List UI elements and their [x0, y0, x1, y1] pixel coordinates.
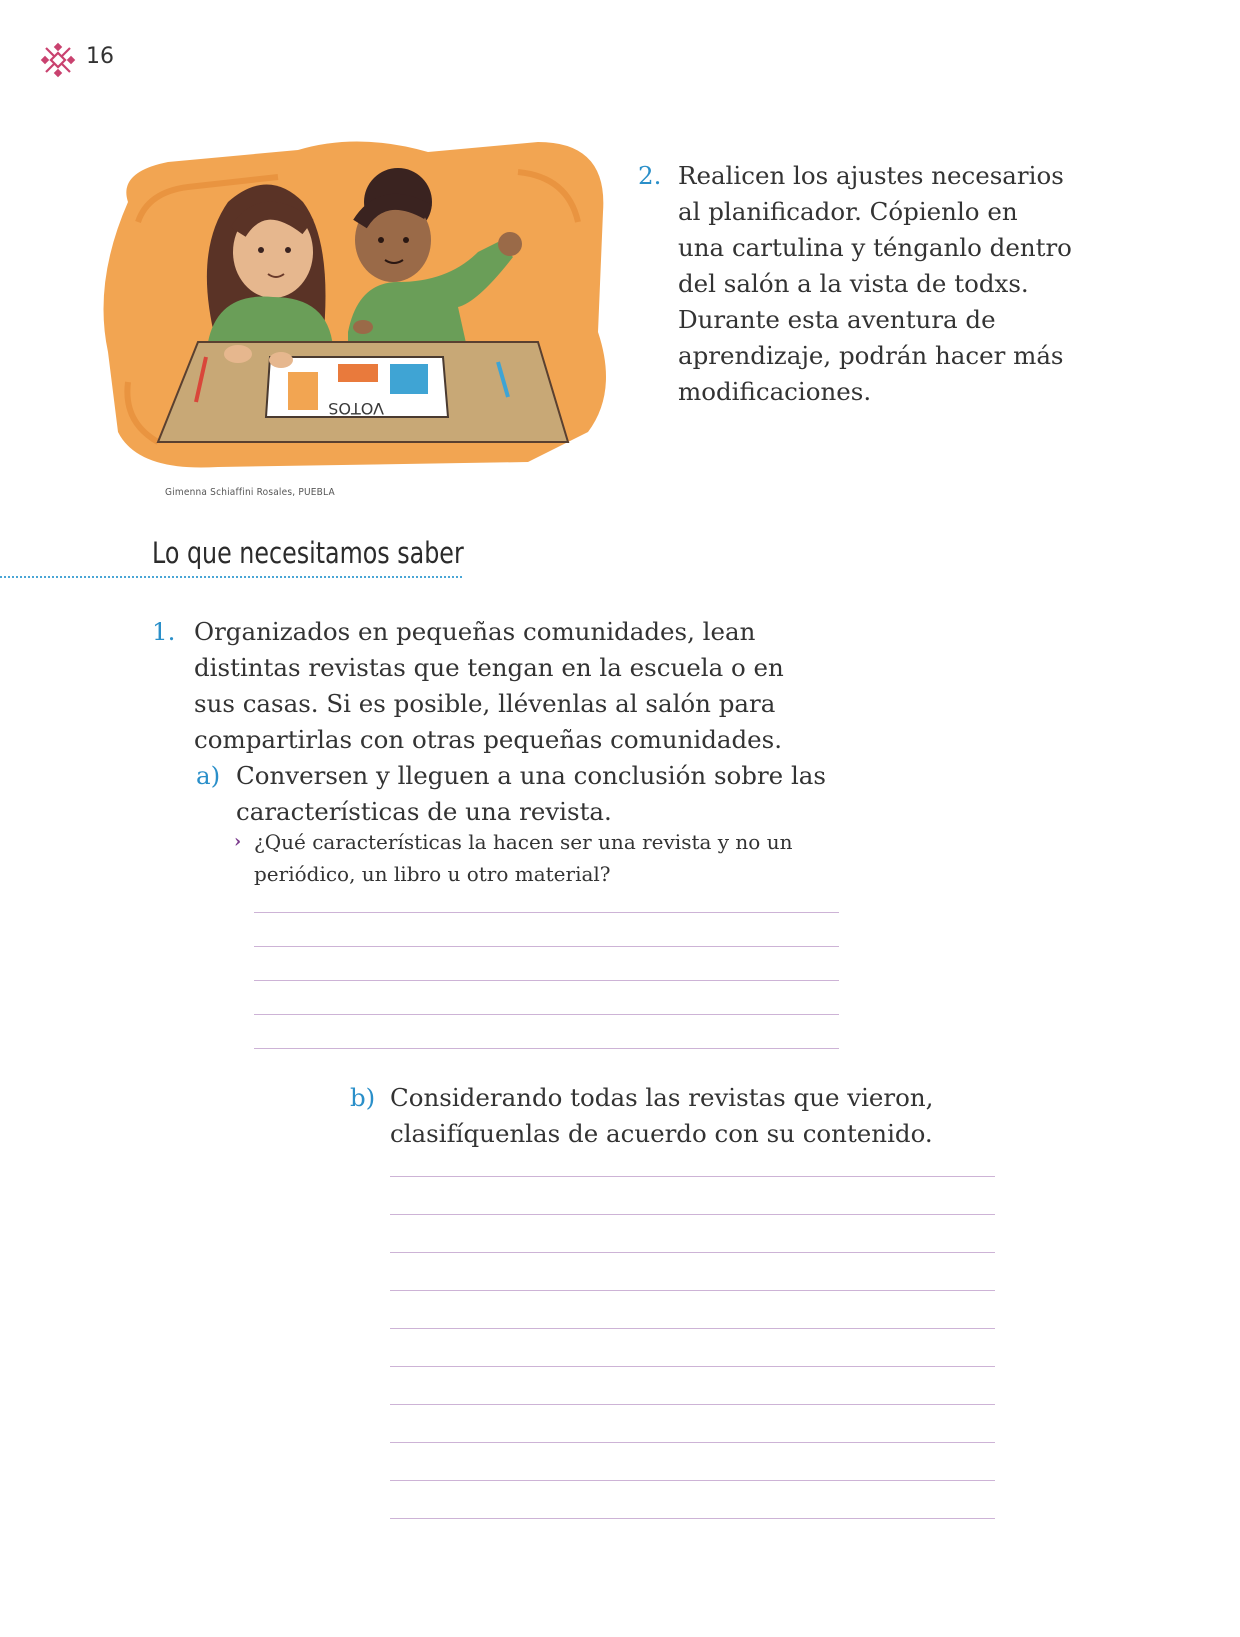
activity-1b [350, 1080, 970, 1152]
answer-line-b[interactable] [390, 1176, 995, 1177]
activity-1b-label: b) [350, 1083, 376, 1112]
activity-1a-line: Conversen y lleguen a una conclusión sobre las [236, 761, 826, 790]
answer-line-b[interactable] [390, 1518, 995, 1519]
activity-1b-line: Considerando todas las revistas que vieron, [390, 1083, 934, 1112]
activity-1-line: compartirlas con otras pequeñas comunidades. [194, 725, 783, 754]
activity-1a [196, 758, 856, 830]
activity-1-number: 1. [152, 617, 176, 646]
decorative-logo-icon [40, 42, 76, 78]
answer-line-b[interactable] [390, 1290, 995, 1291]
illustration [98, 132, 630, 492]
answer-line-b[interactable] [390, 1252, 995, 1253]
activity-1a-label: a) [196, 761, 221, 790]
activity-2-line: Realicen los ajustes necesarios [678, 161, 1064, 190]
section-divider [0, 576, 462, 578]
page-number: 16 [86, 44, 114, 69]
bullet-marker-icon: › [234, 831, 242, 852]
answer-line-b[interactable] [390, 1366, 995, 1367]
activity-2-line: del salón a la vista de todxs. [678, 269, 1029, 298]
answer-line-a[interactable] [254, 912, 839, 913]
activity-2-line: modificaciones. [678, 377, 872, 406]
answer-line-b[interactable] [390, 1404, 995, 1405]
section-title: Lo que necesitamos saber [152, 536, 464, 570]
activity-1-line: distintas revistas que tengan en la escuela o en [194, 653, 784, 682]
activity-1-line: Organizados en pequeñas comunidades, lean [194, 617, 756, 646]
activity-2-line: una cartulina y ténganlo dentro [678, 233, 1072, 262]
answer-line-a[interactable] [254, 946, 839, 947]
activity-1-line: sus casas. Si es posible, llévenlas al salón para [194, 689, 776, 718]
illustration-credit: Gimenna Schiaffini Rosales, PUEBLA [165, 487, 335, 498]
activity-1a-line: características de una revista. [236, 797, 612, 826]
answer-line-a[interactable] [254, 980, 839, 981]
answer-line-b[interactable] [390, 1442, 995, 1443]
activity-2-line: al planificador. Cópienlo en [678, 197, 1018, 226]
activity-1b-line: clasifíquenlas de acuerdo con su contenido. [390, 1119, 933, 1148]
activity-1a-question [234, 826, 834, 890]
activity-1 [152, 614, 852, 758]
answer-line-a[interactable] [254, 1048, 839, 1049]
activity-2-line: Durante esta aventura de [678, 305, 996, 334]
sign-text: VOTOS [328, 399, 384, 418]
activity-2-line: aprendizaje, podrán hacer más [678, 341, 1064, 370]
question-line: ¿Qué características la hacen ser una revista y no un [254, 830, 793, 854]
activity-2 [638, 158, 1098, 410]
answer-line-b[interactable] [390, 1480, 995, 1481]
answer-line-b[interactable] [390, 1328, 995, 1329]
question-line: periódico, un libro u otro material? [254, 862, 611, 886]
answer-line-a[interactable] [254, 1014, 839, 1015]
answer-line-b[interactable] [390, 1214, 995, 1215]
activity-2-number: 2. [638, 161, 662, 190]
